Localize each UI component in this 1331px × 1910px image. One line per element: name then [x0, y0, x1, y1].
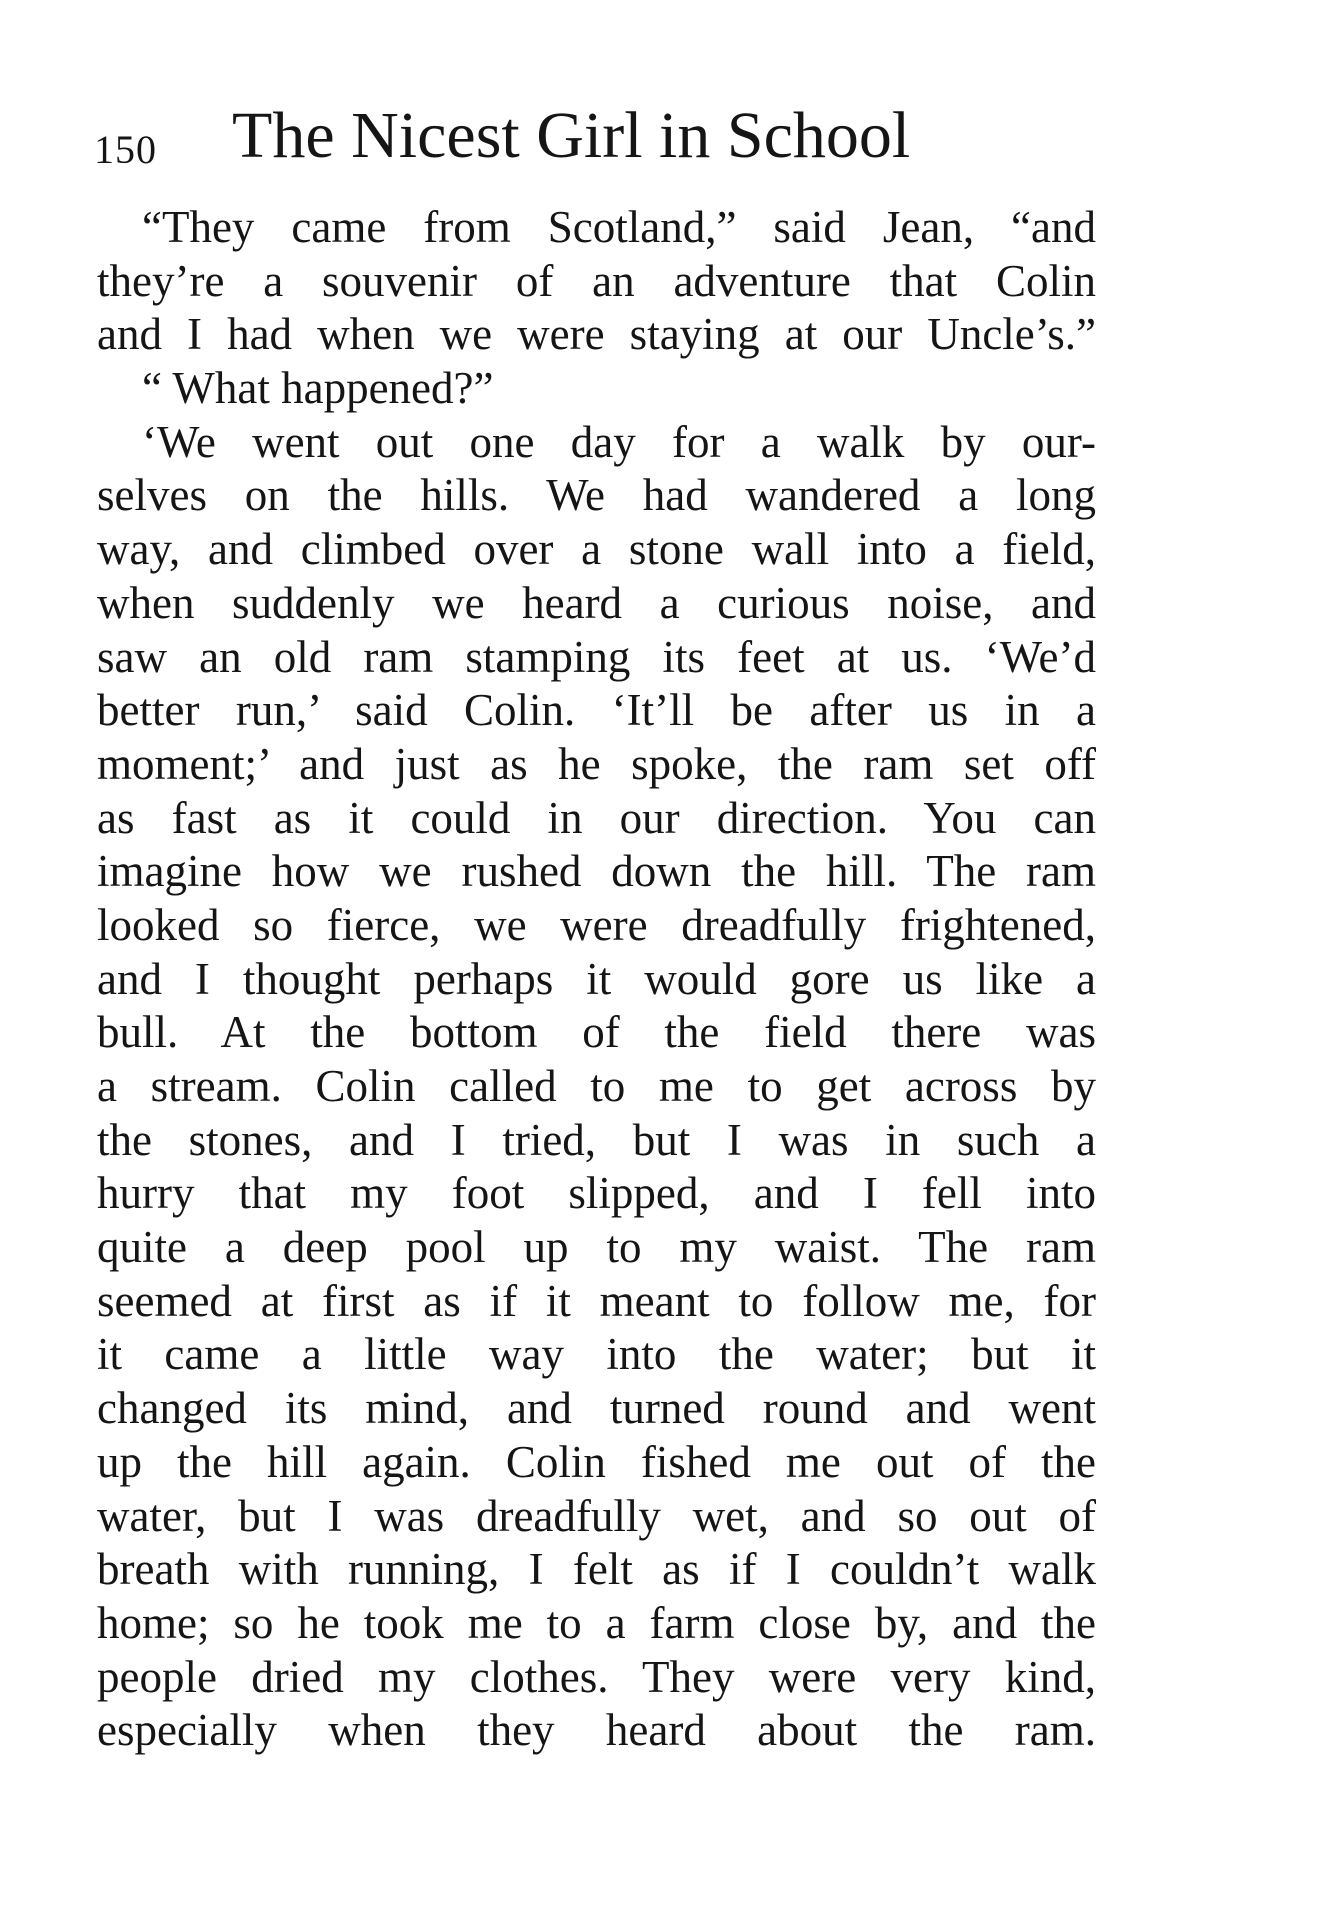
text-line: when suddenly we heard a curious noise, and: [97, 577, 1096, 628]
text-line: saw an old ram stamping its feet at us. ‘We’d: [97, 631, 1096, 682]
text-line: ‘We went out one day for a walk by our-: [142, 416, 1096, 467]
text-line: breath with running, I felt as if I couldn’t walk: [97, 1544, 1096, 1595]
text-line: way, and climbed over a stone wall into a field,: [97, 524, 1096, 575]
text-line: and I had when we were staying at our Uncle’s.”: [97, 309, 1096, 360]
text-line: a stream. Colin called to me to get across by: [97, 1061, 1096, 1111]
text-line: quite a deep pool up to my waist. The ram: [97, 1222, 1096, 1273]
text-line: better run,’ said Colin. ‘It’ll be after us in a: [97, 685, 1096, 736]
text-line: they’re a souvenir of an adventure that Colin: [97, 255, 1096, 306]
text-line: hurry that my foot slipped, and I fell into: [97, 1168, 1096, 1219]
body-text: [97, 201, 1096, 1758]
text-line: looked so fierce, we were dreadfully frightened,: [97, 899, 1096, 950]
text-line: it came a little way into the water; but it: [97, 1329, 1096, 1380]
text-line: up the hill again. Colin fished me out of the: [97, 1436, 1096, 1487]
text-line: and I thought perhaps it would gore us like a: [97, 953, 1096, 1004]
text-line: people dried my clothes. They were very kind,: [97, 1651, 1096, 1702]
text-line: selves on the hills. We had wandered a long: [97, 470, 1096, 521]
text-line: “They came from Scotland,” said Jean, “and: [142, 202, 1096, 252]
text-line: bull. At the bottom of the field there was: [97, 1007, 1096, 1058]
text-line: water, but I was dreadfully wet, and so out of: [97, 1490, 1096, 1541]
text-line: changed its mind, and turned round and went: [97, 1383, 1096, 1434]
page-number: 150: [94, 127, 157, 172]
text-line: imagine how we rushed down the hill. The ram: [97, 846, 1096, 897]
running-title: The Nicest Girl in School: [232, 99, 911, 172]
text-line: “ What happened?”: [142, 363, 494, 414]
text-line: home; so he took me to a farm close by, and the: [97, 1597, 1096, 1648]
page-header: [94, 96, 1094, 176]
text-line: the stones, and I tried, but I was in such a: [97, 1114, 1096, 1165]
text-line: as fast as it could in our direction. You can: [97, 792, 1096, 843]
text-line: moment;’ and just as he spoke, the ram set off: [97, 738, 1096, 789]
text-line: seemed at first as if it meant to follow me, for: [97, 1275, 1096, 1326]
text-line: especially when they heard about the ram.: [97, 1705, 1096, 1756]
